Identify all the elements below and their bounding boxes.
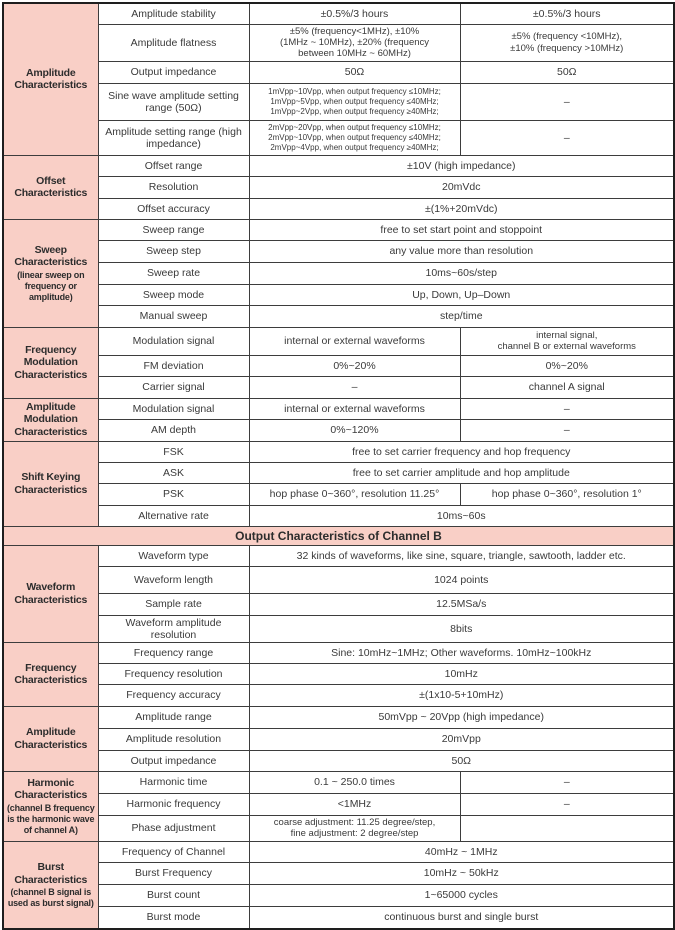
spec-param: Output impedance (98, 750, 249, 771)
table-row (3, 327, 674, 355)
category-label: Amplitude Characteristics (14, 726, 88, 751)
spec-param: Sine wave amplitude setting range (50Ω) (98, 83, 249, 120)
category-amplitude-characteristics (3, 3, 98, 155)
spec-value: 0%~20% (249, 355, 460, 376)
category-burst-characteristics (3, 841, 98, 929)
spec-value: 10mHz ~ 50kHz (249, 862, 674, 884)
spec-param: Alternative rate (98, 505, 249, 526)
spec-value: <1MHz (249, 793, 460, 815)
spec-value: 1~65000 cycles (249, 884, 674, 906)
spec-param: Waveform amplitude resolution (98, 615, 249, 642)
value-line: 1mVpp~5Vpp, when output frequency ≤40MHz; (270, 96, 439, 106)
table-row (3, 841, 674, 862)
spec-param: Sweep rate (98, 262, 249, 284)
table-row (3, 24, 674, 61)
category-offset-characteristics (3, 155, 98, 219)
spec-value: ±(1%+20mVdc) (249, 198, 674, 219)
table-row (3, 728, 674, 750)
category-label: Burst Characteristics (14, 860, 88, 886)
table-row (3, 663, 674, 684)
spec-value: 12.5MSa/s (249, 593, 674, 615)
table-row (3, 376, 674, 398)
spec-param: Modulation signal (98, 327, 249, 355)
value-line: 2mVpp~10Vpp, when output frequency ≤40MHz; (268, 132, 441, 142)
category-label: Harmonic Characteristics (14, 776, 88, 802)
category-note: (channel B signal is used as burst signal) (7, 887, 94, 908)
spec-value: 20mVpp (249, 728, 674, 750)
spec-value: any value more than resolution (249, 240, 674, 262)
spec-param: PSK (98, 483, 249, 505)
spec-value: channel A signal (460, 376, 674, 398)
value-line: coarse adjustment: 11.25 degree/step, (273, 816, 436, 828)
table-row (3, 240, 674, 262)
table-row (3, 593, 674, 615)
spec-value: step/time (249, 305, 674, 327)
value-line: 1mVpp~2Vpp, when output frequency ≥40MHz; (270, 106, 439, 116)
spec-value: 50Ω (460, 61, 674, 83)
value-line: between 10MHz ~ 60MHz) (298, 48, 411, 60)
table-row (3, 706, 674, 728)
spec-param: Phase adjustment (98, 815, 249, 841)
spec-param: Output impedance (98, 61, 249, 83)
table-row (3, 3, 674, 24)
spec-param: Offset range (98, 155, 249, 176)
value-line: internal signal, (536, 329, 598, 341)
spec-value: Sine: 10mHz~1MHz; Other waveforms. 10mHz~100kHz (249, 642, 674, 663)
spec-param: Harmonic frequency (98, 793, 249, 815)
spec-value: ±0.5%/3 hours (249, 3, 460, 24)
spec-value (249, 83, 460, 120)
spec-param: Burst Frequency (98, 862, 249, 884)
spec-value: free to set carrier amplitude and hop amplitude (249, 462, 674, 483)
value-line: 1mVpp~10Vpp, when output frequency ≤10MHz; (268, 86, 441, 96)
spec-param: Frequency range (98, 642, 249, 663)
spec-value: 40mHz ~ 1MHz (249, 841, 674, 862)
table-row (3, 884, 674, 906)
spec-value (249, 815, 460, 841)
category-label: Offset Characteristics (14, 174, 88, 200)
category-sweep-characteristics (3, 219, 98, 327)
spec-value: continuous burst and single burst (249, 906, 674, 929)
category-frequency-modulation-characteristics (3, 327, 98, 398)
spec-value: – (460, 398, 674, 419)
category-label: Amplitude Characteristics (14, 66, 88, 92)
table-row (3, 642, 674, 663)
category-label: Amplitude Modulation Characteristics (14, 400, 88, 438)
table-row (3, 462, 674, 483)
table-row (3, 441, 674, 462)
table-row (3, 305, 674, 327)
table-row (3, 284, 674, 305)
table-row (3, 198, 674, 219)
table-row (3, 815, 674, 841)
spec-value: – (249, 376, 460, 398)
spec-value: 10ms~60s/step (249, 262, 674, 284)
table-row (3, 219, 674, 240)
spec-value: ±(1x10-5+10mHz) (249, 684, 674, 706)
spec-param: Amplitude setting range (high impedance) (98, 120, 249, 155)
spec-value: – (460, 419, 674, 441)
spec-value: 32 kinds of waveforms, like sine, square, triangle, sawtooth, ladder etc. (249, 545, 674, 566)
spec-param: Waveform type (98, 545, 249, 566)
spec-value: 20mVdc (249, 176, 674, 198)
spec-param: Frequency of Channel (98, 841, 249, 862)
table-row (3, 545, 674, 566)
spec-value: 10mHz (249, 663, 674, 684)
spec-param: Frequency accuracy (98, 684, 249, 706)
spec-param: Sweep step (98, 240, 249, 262)
value-line: (1MHz ~ 10MHz), ±20% (frequency (279, 36, 430, 48)
spec-param: Offset accuracy (98, 198, 249, 219)
value-line: fine adjustment: 2 degree/step (290, 828, 419, 840)
table-row (3, 505, 674, 526)
spec-value: free to set carrier frequency and hop frequency (249, 441, 674, 462)
spec-value (249, 120, 460, 155)
table-row (3, 526, 674, 545)
table-row (3, 615, 674, 642)
category-waveform-characteristics (3, 545, 98, 642)
table-row (3, 61, 674, 83)
spec-param: Harmonic time (98, 771, 249, 793)
spec-param: Frequency resolution (98, 663, 249, 684)
spec-param: Waveform length (98, 566, 249, 593)
spec-value: – (460, 83, 674, 120)
spec-value: hop phase 0~360°, resolution 1° (460, 483, 674, 505)
spec-value: – (460, 793, 674, 815)
spec-value: 50mVpp ~ 20Vpp (high impedance) (249, 706, 674, 728)
category-shift-keying-characteristics (3, 441, 98, 526)
table-row (3, 684, 674, 706)
spec-param: Amplitude resolution (98, 728, 249, 750)
spec-param: Burst mode (98, 906, 249, 929)
value-line: 2mVpp~20Vpp, when output frequency ≤10MHz; (268, 122, 441, 132)
table-row (3, 83, 674, 120)
category-amplitude-modulation-characteristics (3, 398, 98, 441)
spec-value: 0%~20% (460, 355, 674, 376)
spec-param: Resolution (98, 176, 249, 198)
category-amplitude-characteristics-b (3, 706, 98, 771)
spec-param: Burst count (98, 884, 249, 906)
spec-value: hop phase 0~360°, resolution 11.25° (249, 483, 460, 505)
spec-param: FM deviation (98, 355, 249, 376)
table-row (3, 771, 674, 793)
table-row (3, 419, 674, 441)
value-line: ±10% (frequency >10MHz) (510, 42, 624, 54)
table-row (3, 155, 674, 176)
spec-param: Modulation signal (98, 398, 249, 419)
spec-value: 0%~120% (249, 419, 460, 441)
spec-param: AM depth (98, 419, 249, 441)
spec-param: Carrier signal (98, 376, 249, 398)
section-header-channel-b: Output Characteristics of Channel B (3, 526, 674, 545)
spec-value: ±0.5%/3 hours (460, 3, 674, 24)
spec-value: ±10V (high impedance) (249, 155, 674, 176)
value-line: ±5% (frequency<1MHz), ±10% (289, 25, 420, 37)
spec-table (2, 2, 675, 930)
category-note: (channel B frequency is the harmonic wave of channel A) (6, 803, 95, 835)
table-row (3, 906, 674, 929)
spec-value: 8bits (249, 615, 674, 642)
spec-value: 50Ω (249, 61, 460, 83)
spec-value: 1024 points (249, 566, 674, 593)
spec-param: Sweep mode (98, 284, 249, 305)
spec-param: Amplitude flatness (98, 24, 249, 61)
spec-value (460, 815, 674, 841)
spec-param: Sweep range (98, 219, 249, 240)
value-line: channel B or external waveforms (497, 341, 636, 353)
table-row (3, 483, 674, 505)
spec-value: 50Ω (249, 750, 674, 771)
table-row (3, 793, 674, 815)
category-label: Sweep Characteristics (14, 243, 88, 269)
table-row (3, 398, 674, 419)
category-frequency-characteristics (3, 642, 98, 706)
category-label: Shift Keying Characteristics (14, 471, 88, 496)
category-note: (linear sweep on frequency or amplitude) (17, 270, 85, 302)
value-line: ±5% (frequency <10MHz), (511, 31, 623, 43)
category-label: Frequency Characteristics (14, 661, 88, 687)
table-row (3, 262, 674, 284)
spec-param: FSK (98, 441, 249, 462)
table-row (3, 120, 674, 155)
table-row (3, 862, 674, 884)
value-line: 2mVpp~4Vpp, when output frequency ≥40MHz; (270, 142, 439, 152)
table-row (3, 355, 674, 376)
spec-param: ASK (98, 462, 249, 483)
spec-value: free to set start point and stoppoint (249, 219, 674, 240)
spec-value (460, 327, 674, 355)
spec-value: – (460, 771, 674, 793)
spec-param: Sample rate (98, 593, 249, 615)
spec-value: Up, Down, Up–Down (249, 284, 674, 305)
spec-param: Amplitude stability (98, 3, 249, 24)
table-row (3, 566, 674, 593)
spec-value: internal or external waveforms (249, 327, 460, 355)
spec-param: Manual sweep (98, 305, 249, 327)
table-row (3, 750, 674, 771)
category-label: Frequency Modulation Characteristics (14, 343, 88, 381)
spec-value: 10ms~60s (249, 505, 674, 526)
spec-value (460, 24, 674, 61)
spec-value: 0.1 ~ 250.0 times (249, 771, 460, 793)
spec-value: internal or external waveforms (249, 398, 460, 419)
category-label: Waveform Characteristics (14, 581, 88, 606)
spec-value: – (460, 120, 674, 155)
category-harmonic-characteristics (3, 771, 98, 841)
spec-value (249, 24, 460, 61)
table-row (3, 176, 674, 198)
spec-param: Amplitude range (98, 706, 249, 728)
